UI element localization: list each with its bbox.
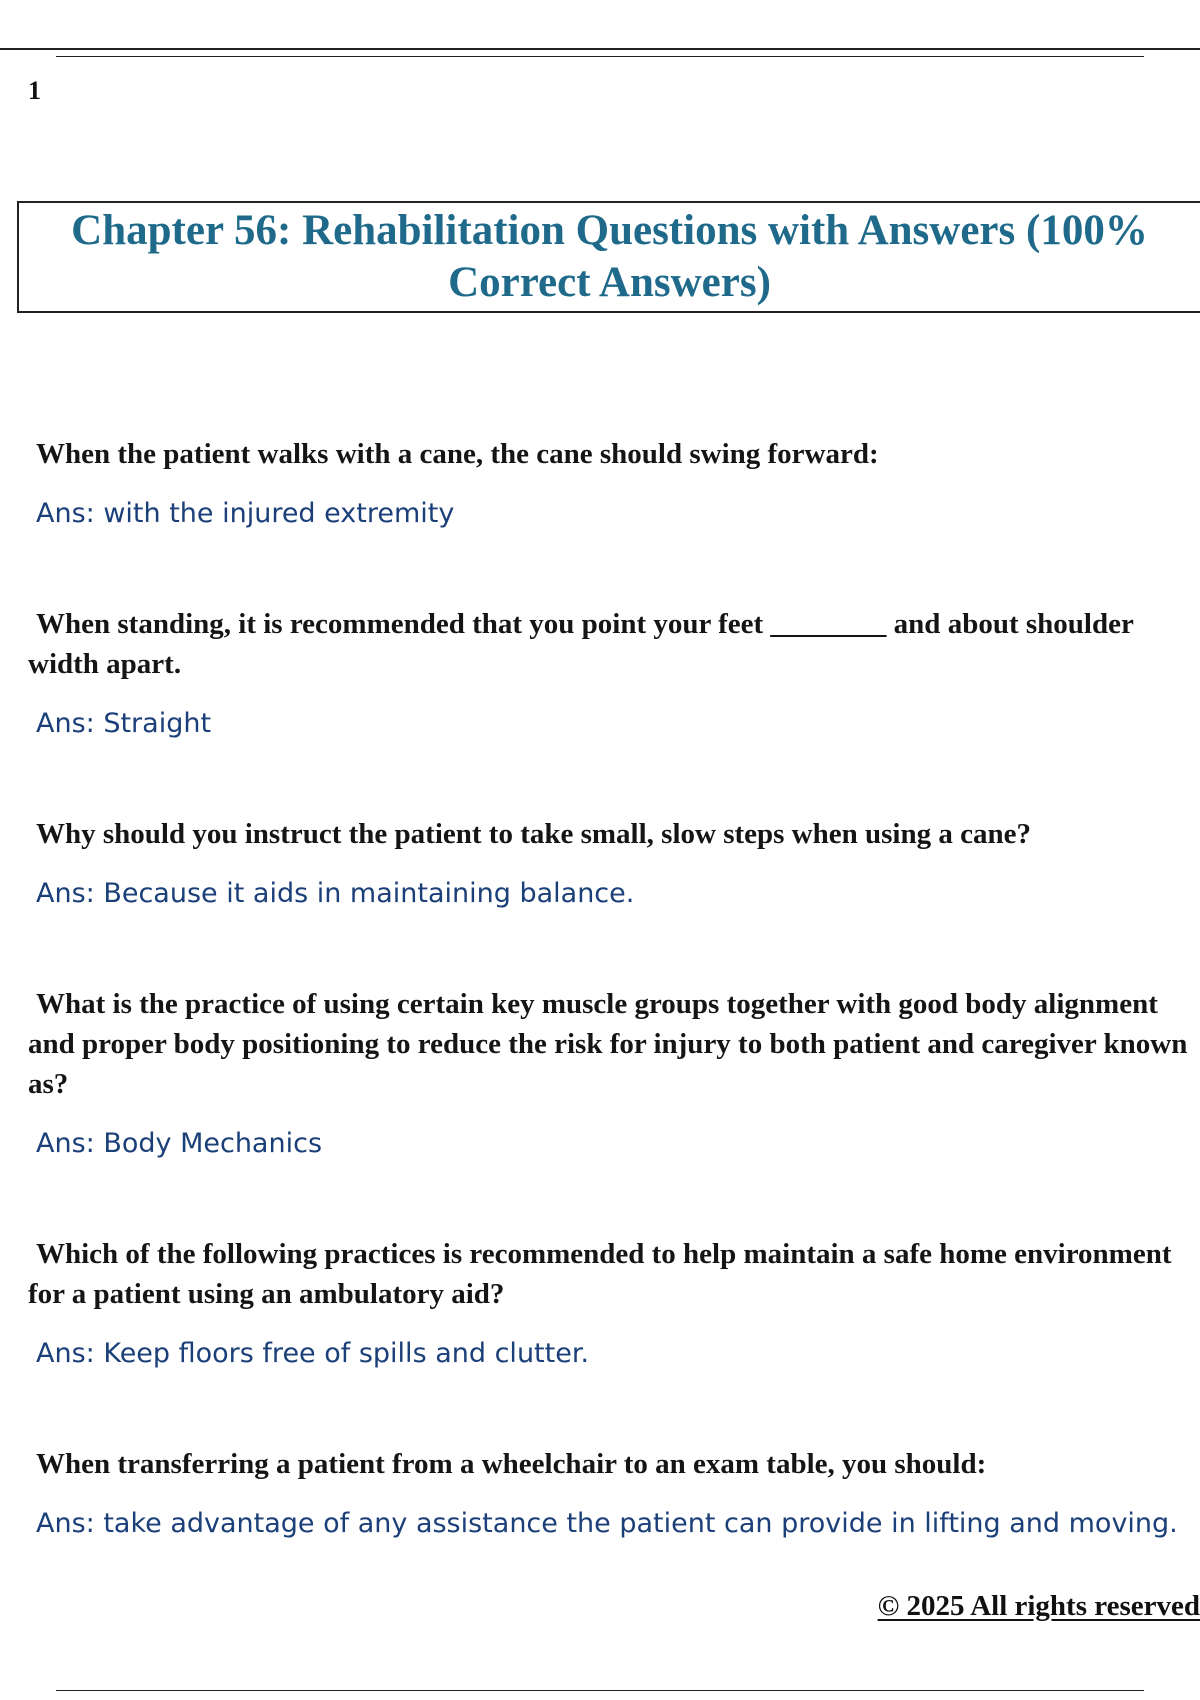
answer-text: Ans: Because it aids in maintaining balance. [36,878,635,909]
copyright-notice: © 2025 All rights reserved [877,1590,1200,1622]
question-text: When the patient walks with a cane, the cane should swing forward: [36,438,879,470]
bottom-rule [56,1690,1144,1691]
question-text: When transferring a patient from a wheelchair to an exam table, you should: [36,1448,987,1480]
qa-item [28,1444,1188,1544]
question-text: Which of the following practices is recommended to help maintain a safe home environment for a patient using an ambulatory aid? [28,1238,1172,1310]
page-number: 1 [28,76,41,105]
title-box [17,201,1200,313]
answer-text: Ans: take advantage of any assistance the patient can provide in lifting and moving. [36,1508,1178,1539]
question-text: Why should you instruct the patient to take small, slow steps when using a cane? [36,818,1031,850]
qa-item [28,1234,1188,1374]
qa-item [28,604,1188,744]
qa-item [28,984,1188,1164]
answer-text: Ans: Straight [36,708,212,739]
top-rule-inner [56,56,1144,57]
qa-item [28,434,1188,534]
answer-text: Ans: Body Mechanics [36,1128,323,1159]
answer-text: Ans: Keep floors free of spills and clutter. [36,1338,590,1369]
qa-list [28,434,1188,1544]
question-text: When standing, it is recommended that you point your feet ________ and about shoulder width apart. [28,608,1134,680]
page-title: Chapter 56: Rehabilitation Questions with Answers (100% Correct Answers) [71,207,1148,306]
question-text: What is the practice of using certain key muscle groups together with good body alignment and proper body positioning to reduce the risk for injury to both patient and caregiver known as? [28,988,1188,1100]
top-rule-full [0,48,1200,50]
qa-item [28,814,1188,914]
answer-text: Ans: with the injured extremity [36,498,455,529]
